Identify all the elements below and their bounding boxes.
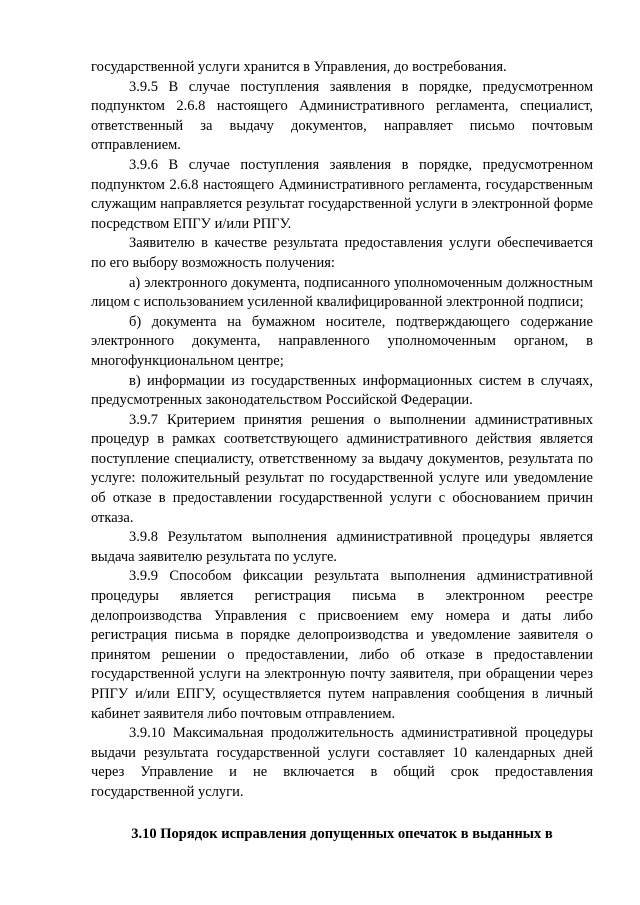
paragraph-3-9-6: 3.9.6 В случае поступления заявления в порядке, предусмотренном подпунктом 2.6.8 настоящего Административного регламента, государственным служащим направляется результат государственной услуги в электронной форме посредством ЕПГУ и/или РПГУ.: [91, 156, 593, 232]
paragraph-result-options-intro: Заявителю в качестве результата предоставления услуги обеспечивается по его выбору возможность получения:: [91, 235, 593, 271]
paragraph-3-9-5: 3.9.5 В случае поступления заявления в порядке, предусмотренном подпунктом 2.6.8 настоящего Административного регламента, специалист, ответственный за выдачу документов, направляет письмо почтовым отправлением.: [91, 78, 593, 154]
section-heading-3-10: 3.10 Порядок исправления допущенных опечаток в выданных в: [131, 825, 553, 842]
list-item-a: а) электронного документа, подписанного уполномоченным должностным лицом с использованием усиленной квалифицированной электронной подписи;: [91, 274, 593, 311]
paragraph-3-9-7: 3.9.7 Критерием принятия решения о выполнении административных процедур в рамках соответствующего административного действия является поступление специалисту, ответственному за выдачу документов, результата по услуге: положительный результат по государственной услуге или уведомление об отказе в предоставлении государственной услуги с обоснованием причин отказа.: [91, 411, 593, 526]
paragraph-continuation: государственной услуги хранится в Управления, до востребования.: [91, 59, 507, 75]
paragraph-3-9-9: 3.9.9 Способом фиксации результата выполнения административной процедуры является регистрация письма в электронном реестре делопроизводства Управления с присвоением ему номера и даты либо регистрация письма в порядке делопроизводства и уведомление заявителя о принятом решении о предоставлении, либо об отказе в предоставлении государственной услуги на электронную почту заявителя, при обращении через РПГУ и/или ЕПГУ, осуществляется путем направления сообщения в личный кабинет заявителя либо почтовым отправлением.: [91, 568, 593, 722]
document-page: [91, 58, 593, 844]
list-item-c: в) информации из государственных информационных систем в случаях, предусмотренных законодательством Российской Федерации.: [91, 372, 593, 409]
list-item-b: б) документа на бумажном носителе, подтверждающего содержание электронного документа, направленного уполномоченным органом, в многофункциональном центре;: [91, 313, 593, 369]
paragraph-3-9-8: 3.9.8 Результатом выполнения административной процедуры является выдача заявителю результата по услуге.: [91, 529, 593, 565]
paragraph-3-9-10: 3.9.10 Максимальная продолжительность административной процедуры выдачи результата государственной услуги составляет 10 календарных дней через Управление и не включается в общий срок предоставления государственной услуги.: [91, 725, 593, 800]
